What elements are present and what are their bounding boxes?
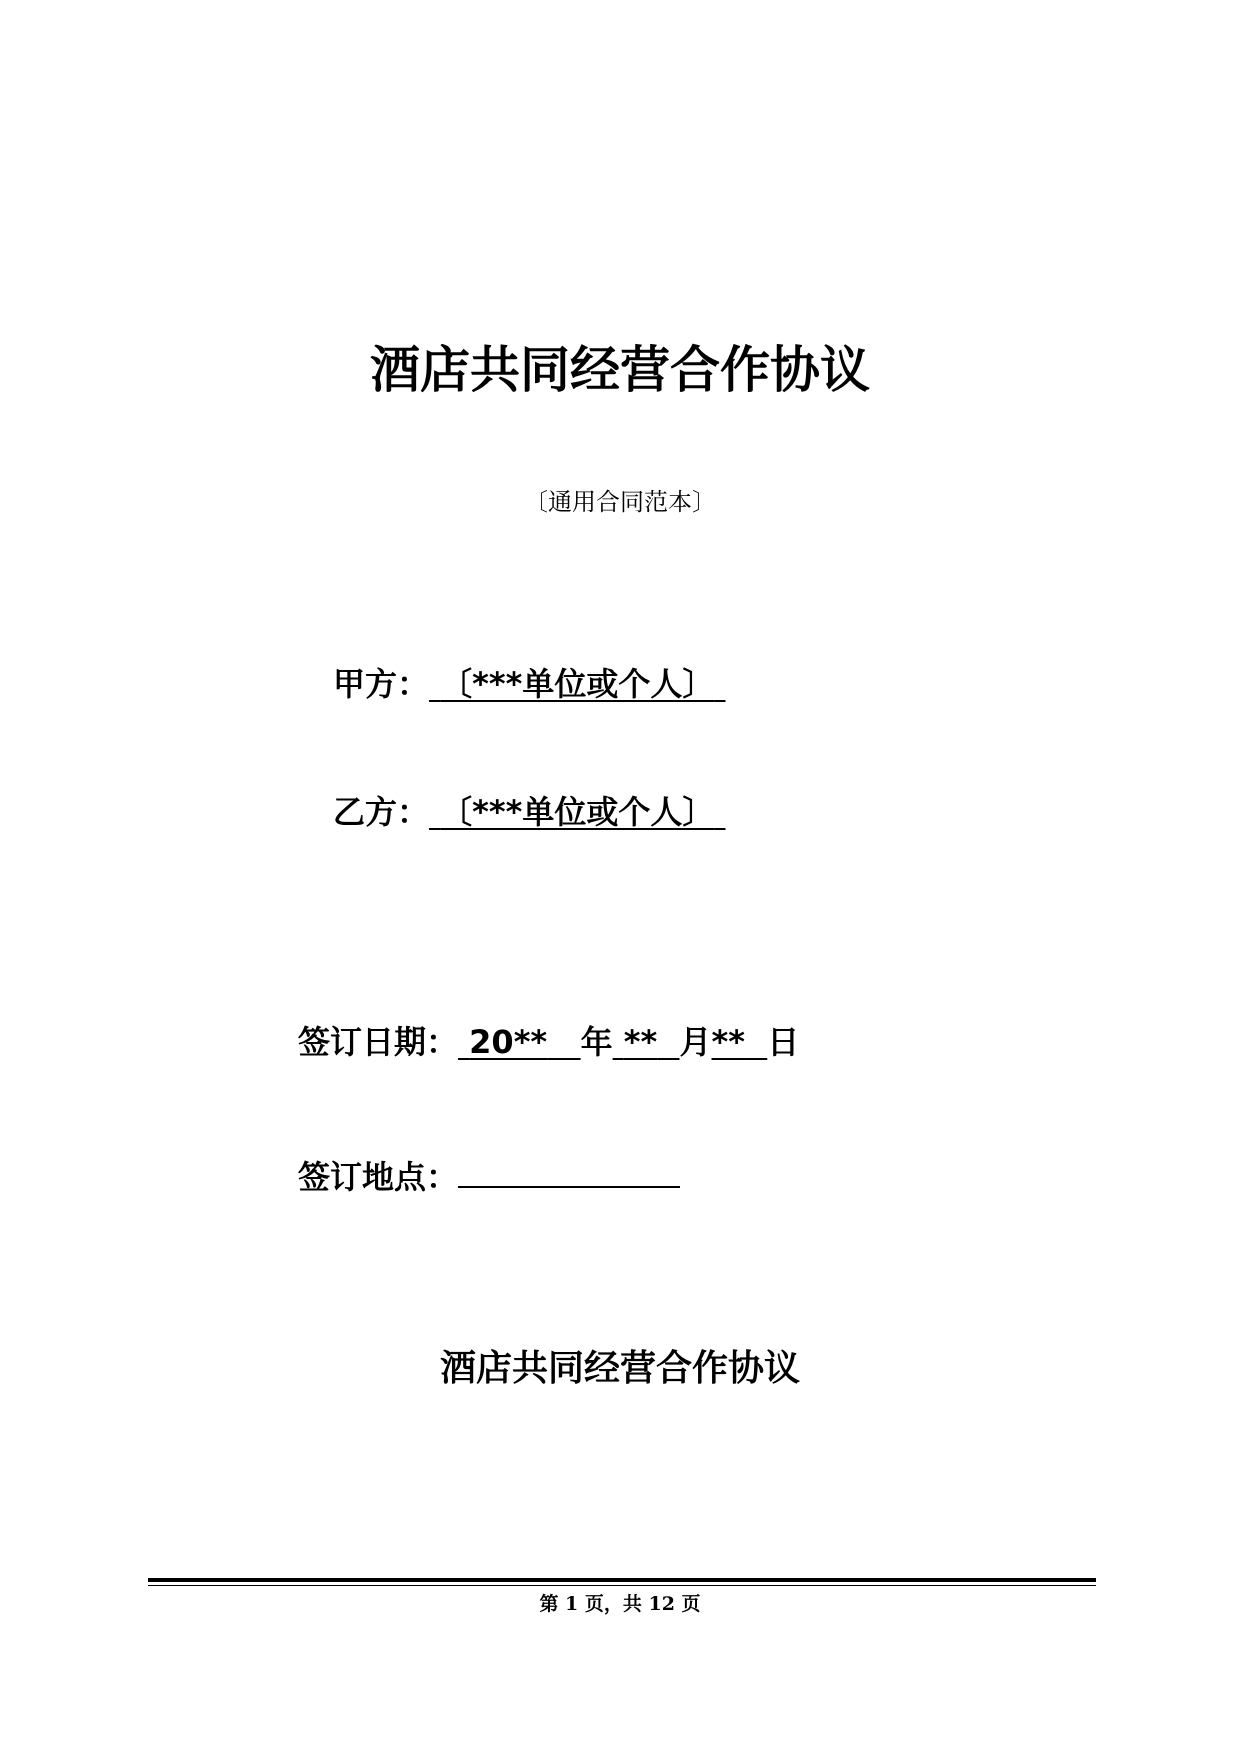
sign-date-year: 20** bbox=[469, 1023, 548, 1061]
party-b-label: 乙方： bbox=[333, 793, 430, 831]
sign-date-month-unit: 月 bbox=[679, 1023, 712, 1061]
party-a-row bbox=[333, 662, 726, 706]
page-number: 第 1 页，共 12 页 bbox=[539, 1593, 701, 1615]
document-subtitle: 〔通用合同范本〕 bbox=[524, 488, 716, 516]
sign-date-month: ** bbox=[623, 1023, 658, 1061]
sign-place-blank bbox=[458, 1156, 680, 1188]
party-a-label: 甲方： bbox=[333, 665, 430, 703]
sign-date-row bbox=[298, 1020, 799, 1064]
party-b-row bbox=[333, 790, 726, 834]
body-title: 酒店共同经营合作协议 bbox=[439, 1348, 800, 1389]
sign-date-day-unit: 日 bbox=[767, 1023, 800, 1061]
sign-date-label: 签订日期： bbox=[298, 1023, 459, 1061]
party-a-value: 〔***单位或个人〕 bbox=[440, 665, 715, 703]
footer-rule-thick bbox=[148, 1578, 1096, 1582]
footer-rule-thin bbox=[148, 1585, 1096, 1586]
sign-place-label: 签订地点： bbox=[298, 1158, 459, 1196]
sign-place-row bbox=[298, 1155, 680, 1199]
sign-date-year-unit: 年 bbox=[580, 1023, 613, 1061]
sign-date-day: ** bbox=[711, 1023, 745, 1061]
party-b-value: 〔***单位或个人〕 bbox=[440, 793, 715, 831]
document-title: 酒店共同经营合作协议 bbox=[370, 341, 870, 399]
